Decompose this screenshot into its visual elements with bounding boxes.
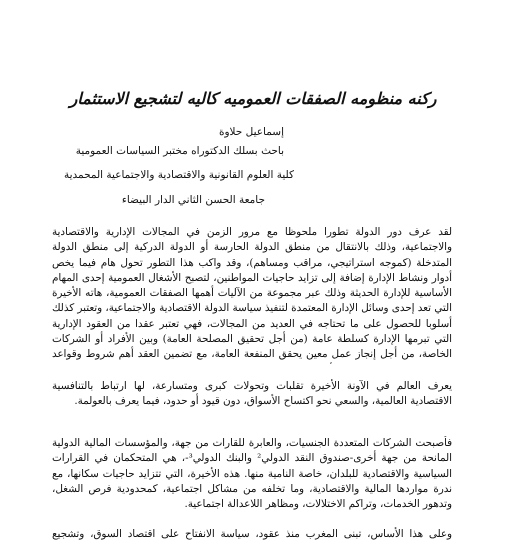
author-name: إسماعيل حلاوة [218, 126, 284, 138]
author-role: باحث بسلك الدكتوراه مختبر السياسات العمومية [75, 145, 284, 157]
body-paragraph: لقد عرف دور الدولة تطورا ملحوظا مع مرور الزمن في المجالات الإدارية والاقتصادية والاجتماعية، وذلك بالانتقال من منطق الدولة الحارسة أو الدولة الدركية إلى منطق الدولة المتدخلة (كموجه استراتيجي، مراقب ومساهم)، وقد واكب هذا التطور تحول هام فيما يخص أدوار ونشاط الإدارة إضافة إلى تزايد حاجيات المواطنين، لتصبح الأشغال العمومية إحدى المهام الأساسية للإدارة الحديثة وذلك عبر مجموعة من الآليات أهمها الصفقات العمومية، هاته الأخيرة التي تعد إحدى وسائل الإدارة المعتمدة لتنفيذ سياسة الدولة الاقتصادية والاجتماعية، وتعتبر كذلك أسلوبا للحصول على ما تحتاجه في العديد من المجالات، فهي تعتبر عقدا من العقود الإدارية التي تبرمها الإدارة كسلطة عامة (من أجل تحقيق المصلحة العامة) وبين الأفراد أو الشركات الخاصة، من أجل إنجاز عمل معين يحقق المنفعة العامة، مع تضمين العقد أهم شروط وقواعد [52, 226, 452, 361]
body-paragraph: وعلى هذا الأساس، تبنى المغرب منذ عقود، سياسة الانفتاح على اقتصاد السوق، وتشجيع [52, 528, 452, 540]
body-paragraph: يعرف العالم في الآونة الأخيرة تقلبات وتحولات كبرى ومتسارعة، لها ارتباط بالتنافسية الاقتصادية العالمية، والسعي نحو اكتساح الأسواق، دون قيود أو حدود، فيما يعرف بالعولمة. [52, 380, 452, 408]
author-faculty: كلية العلوم القانونية والاقتصادية والاجتماعية المحمدية [63, 169, 294, 181]
author-university: جامعة الحسن الثاني الدار البيضاء [121, 194, 265, 206]
article-title: ركنه منظومه الصفقات العموميه كاليه لتشجيع الاستثمار [69, 89, 437, 108]
body-paragraph: فأصبحت الشركات المتعددة الجنسيات، والعابرة للقارات من جهة، والمؤسسات المالية الدولية المانحة من جهة أخرى-صندوق النقد الدولي² والبنك الدولي³-، هي المتحكمان في القرارات السياسية والاقتصادية للبلدان، خاصة النامية منها. هذه الأخيرة، التي تتزايد حاجيات سكانها، مع ندرة مواردها المالية والاقتصادية، وما تخلفه من مشاكل اجتماعية، كمحدودية فرص الشغل، وتدهور الخدمات، وتراكم الاختلالات، ومظاهر اللاعدالة اجتماعية. [52, 437, 452, 511]
